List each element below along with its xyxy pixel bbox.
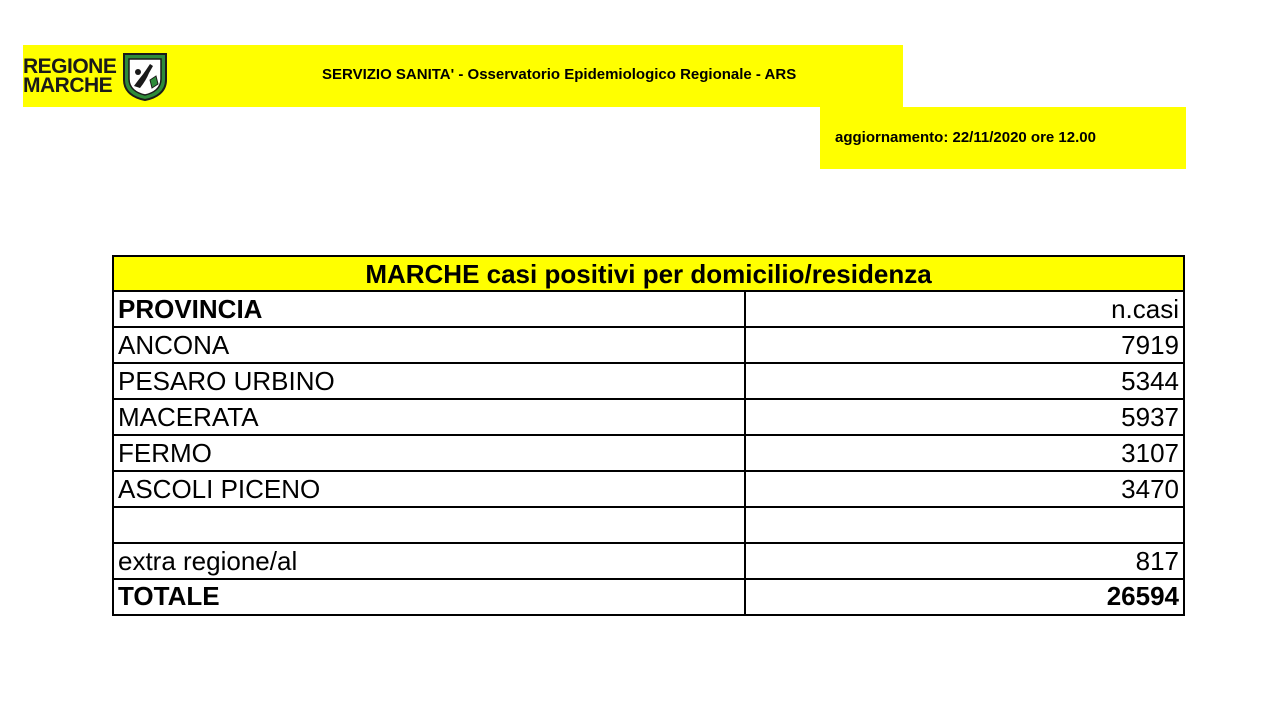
total-value: 26594: [745, 579, 1184, 615]
table-row: [113, 399, 1184, 435]
table-title: MARCHE casi positivi per domicilio/residenza: [113, 256, 1184, 291]
regional-emblem-icon: [120, 50, 170, 102]
total-label: TOTALE: [113, 579, 745, 615]
table-row: [113, 471, 1184, 507]
table-row: [113, 327, 1184, 363]
province-name: [113, 507, 745, 543]
province-name: extra regione/al: [113, 543, 745, 579]
logo-line-2: MARCHE: [23, 74, 113, 97]
service-title: SERVIZIO SANITA' - Osservatorio Epidemiologico Regionale - ARS: [322, 66, 797, 83]
table-total-row: [113, 579, 1184, 615]
table-row: [113, 543, 1184, 579]
regione-marche-logo: [23, 50, 170, 102]
province-name: ASCOLI PICENO: [113, 471, 745, 507]
province-name: ANCONA: [113, 327, 745, 363]
province-name: FERMO: [113, 435, 745, 471]
case-count: 3107: [745, 435, 1184, 471]
column-header-province: PROVINCIA: [113, 291, 745, 327]
logo-line-1: REGIONE: [23, 55, 117, 78]
update-timestamp: aggiornamento: 22/11/2020 ore 12.00: [835, 129, 1096, 146]
table-title-row: [113, 256, 1184, 291]
case-count: 7919: [745, 327, 1184, 363]
logo-text: [23, 57, 116, 95]
column-header-cases: n.casi: [745, 291, 1184, 327]
province-name: PESARO URBINO: [113, 363, 745, 399]
case-count: 3470: [745, 471, 1184, 507]
case-count: [745, 507, 1184, 543]
table-row: [113, 363, 1184, 399]
province-name: MACERATA: [113, 399, 745, 435]
table-header-row: [113, 291, 1184, 327]
case-count: 817: [745, 543, 1184, 579]
table-row: [113, 435, 1184, 471]
cases-table: [112, 255, 1185, 616]
case-count: 5344: [745, 363, 1184, 399]
case-count: 5937: [745, 399, 1184, 435]
table-row-empty: [113, 507, 1184, 543]
